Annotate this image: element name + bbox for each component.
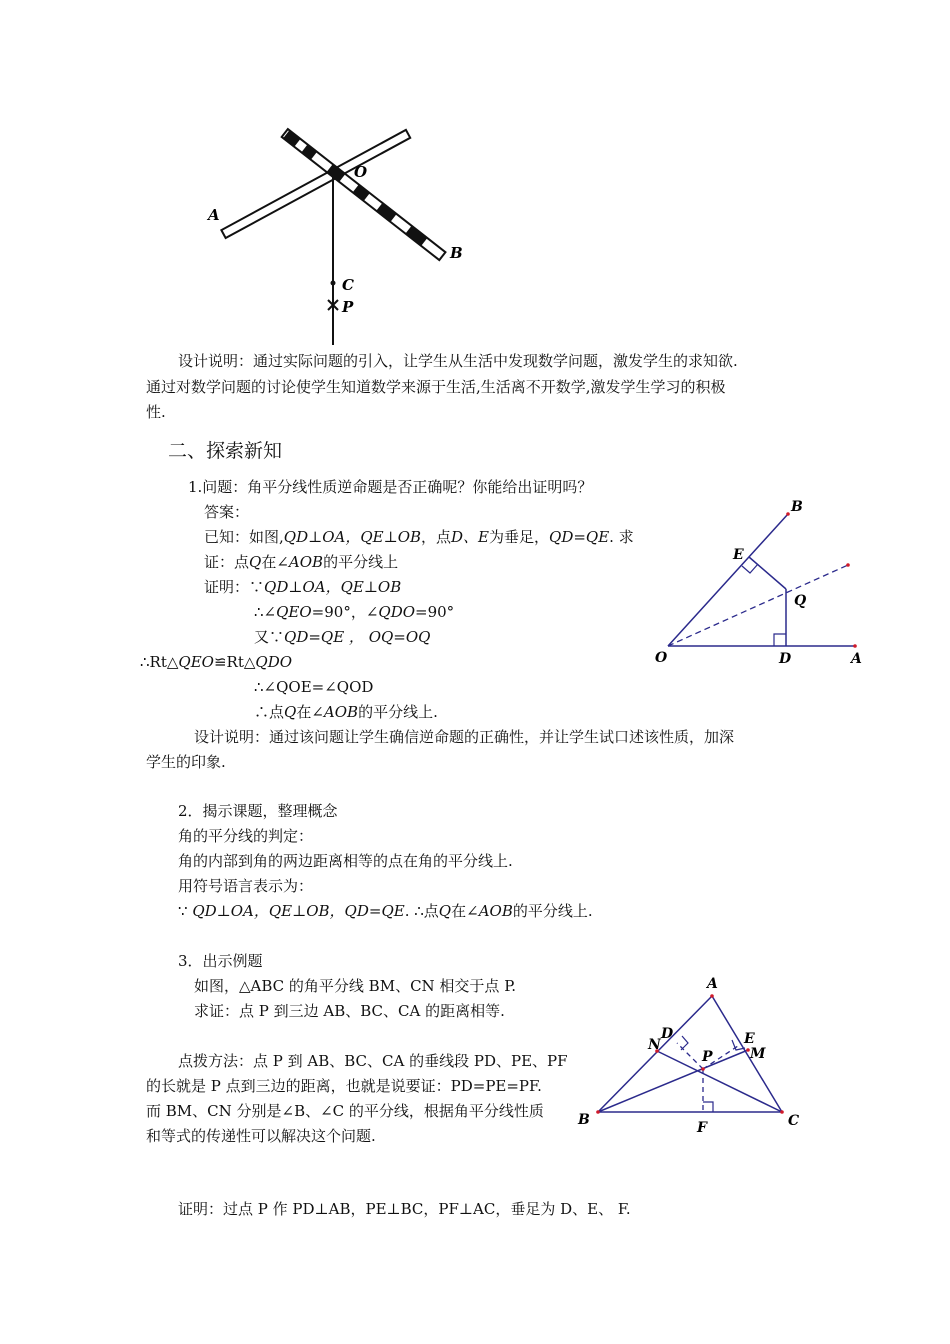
label-e: E bbox=[744, 1031, 755, 1047]
item-3-title: 3．出示例题 bbox=[178, 952, 263, 970]
label-m: M bbox=[750, 1046, 766, 1062]
label-b: B bbox=[450, 244, 463, 262]
item-2-title: 2．揭示课题，整理概念 bbox=[178, 802, 338, 820]
label-a: A bbox=[707, 976, 718, 992]
label-d: D bbox=[661, 1026, 674, 1042]
label-n: N bbox=[648, 1037, 661, 1053]
item-3-line-2: 求证：点 P 到三边 AB、BC、CA 的距离相等. bbox=[194, 1002, 505, 1020]
question-1: 1.问题：角平分线性质逆命题是否正确呢？你能给出证明吗？ bbox=[188, 478, 593, 496]
label-d: D bbox=[779, 651, 792, 667]
label-a: A bbox=[851, 651, 862, 667]
label-c: C bbox=[788, 1113, 800, 1129]
proof-line-5: ∴∠QOE=∠QOD bbox=[254, 678, 374, 696]
item-3-proof: 证明：过点 P 作 PD⊥AB，PE⊥BC，PF⊥AC，垂足为 D、E、 F. bbox=[178, 1200, 631, 1218]
label-o: O bbox=[655, 650, 668, 666]
label-e: E bbox=[733, 547, 744, 563]
label-f: F bbox=[697, 1120, 707, 1136]
label-p: P bbox=[702, 1049, 713, 1065]
label-b: B bbox=[578, 1112, 590, 1128]
proof-line-1: 证明：∵QD⊥OA，QE⊥OB bbox=[204, 578, 402, 596]
item-3-hint-1: 点拨方法：点 P 到 AB、BC、CA 的垂线段 PD、PE、PF bbox=[178, 1052, 568, 1070]
item-2-line-1: 角的平分线的判定： bbox=[178, 827, 314, 845]
item-2-line-3: 用符号语言表示为： bbox=[178, 877, 314, 895]
given-line: 已知：如图,QD⊥OA，QE⊥OB，点D、E为垂足，QD=QE. 求 bbox=[204, 528, 634, 546]
label-q: Q bbox=[794, 593, 807, 609]
proof-line-3: 又∵QD=QE ， OQ=OQ bbox=[254, 628, 431, 646]
label-o: O bbox=[354, 163, 368, 181]
section-title: 二、探索新知 bbox=[168, 440, 283, 462]
prove-line: 证：点Q在∠AOB的平分线上 bbox=[204, 553, 399, 571]
design-note-1-line-2: 通过对数学问题的讨论使学生知道数学来源于生活,生活离不开数学,激发学生学习的积极 bbox=[146, 378, 726, 396]
figure-triangle bbox=[570, 970, 810, 1140]
item-3-hint-4: 和等式的传递性可以解决这个问题. bbox=[146, 1127, 376, 1145]
label-b: B bbox=[791, 499, 803, 515]
label-p: P bbox=[342, 298, 354, 316]
item-3-hint-2: 的长就是 P 点到三边的距离，也就是说要证：PD=PE=PF. bbox=[146, 1077, 542, 1095]
item-3-line-1: 如图，△ABC 的角平分线 BM、CN 相交于点 P. bbox=[194, 977, 517, 995]
design-note-2-line-1: 设计说明：通过该问题让学生确信逆命题的正确性，并让学生试口述该性质，加深 bbox=[194, 728, 735, 746]
answer-label: 答案： bbox=[204, 503, 250, 521]
item-2-line-2: 角的内部到角的两边距离相等的点在角的平分线上. bbox=[178, 852, 513, 870]
proof-line-4: ∴Rt△QEO≌Rt△QDO bbox=[140, 653, 293, 671]
proof-line-2: ∴∠QEO=90°，∠QDO=90° bbox=[254, 603, 455, 621]
label-c: C bbox=[342, 276, 354, 294]
proof-line-6: ∴点Q在∠AOB的平分线上. bbox=[254, 703, 438, 721]
label-a: A bbox=[208, 206, 220, 224]
design-note-1-line-1: 设计说明：通过实际问题的引入，让学生从生活中发现数学问题，激发学生的求知欲. bbox=[178, 352, 738, 370]
design-note-2-line-2: 学生的印象. bbox=[146, 753, 226, 771]
item-3-hint-3: 而 BM、CN 分别是∠B、∠C 的平分线，根据角平分线性质 bbox=[146, 1102, 544, 1120]
item-2-line-4: ∵ QD⊥OA，QE⊥OB，QD=QE. ∴点Q在∠AOB的平分线上. bbox=[178, 902, 593, 920]
figure-angle-bisector bbox=[650, 495, 880, 675]
figure-instrument bbox=[200, 120, 480, 350]
design-note-1-line-3: 性. bbox=[146, 403, 166, 421]
